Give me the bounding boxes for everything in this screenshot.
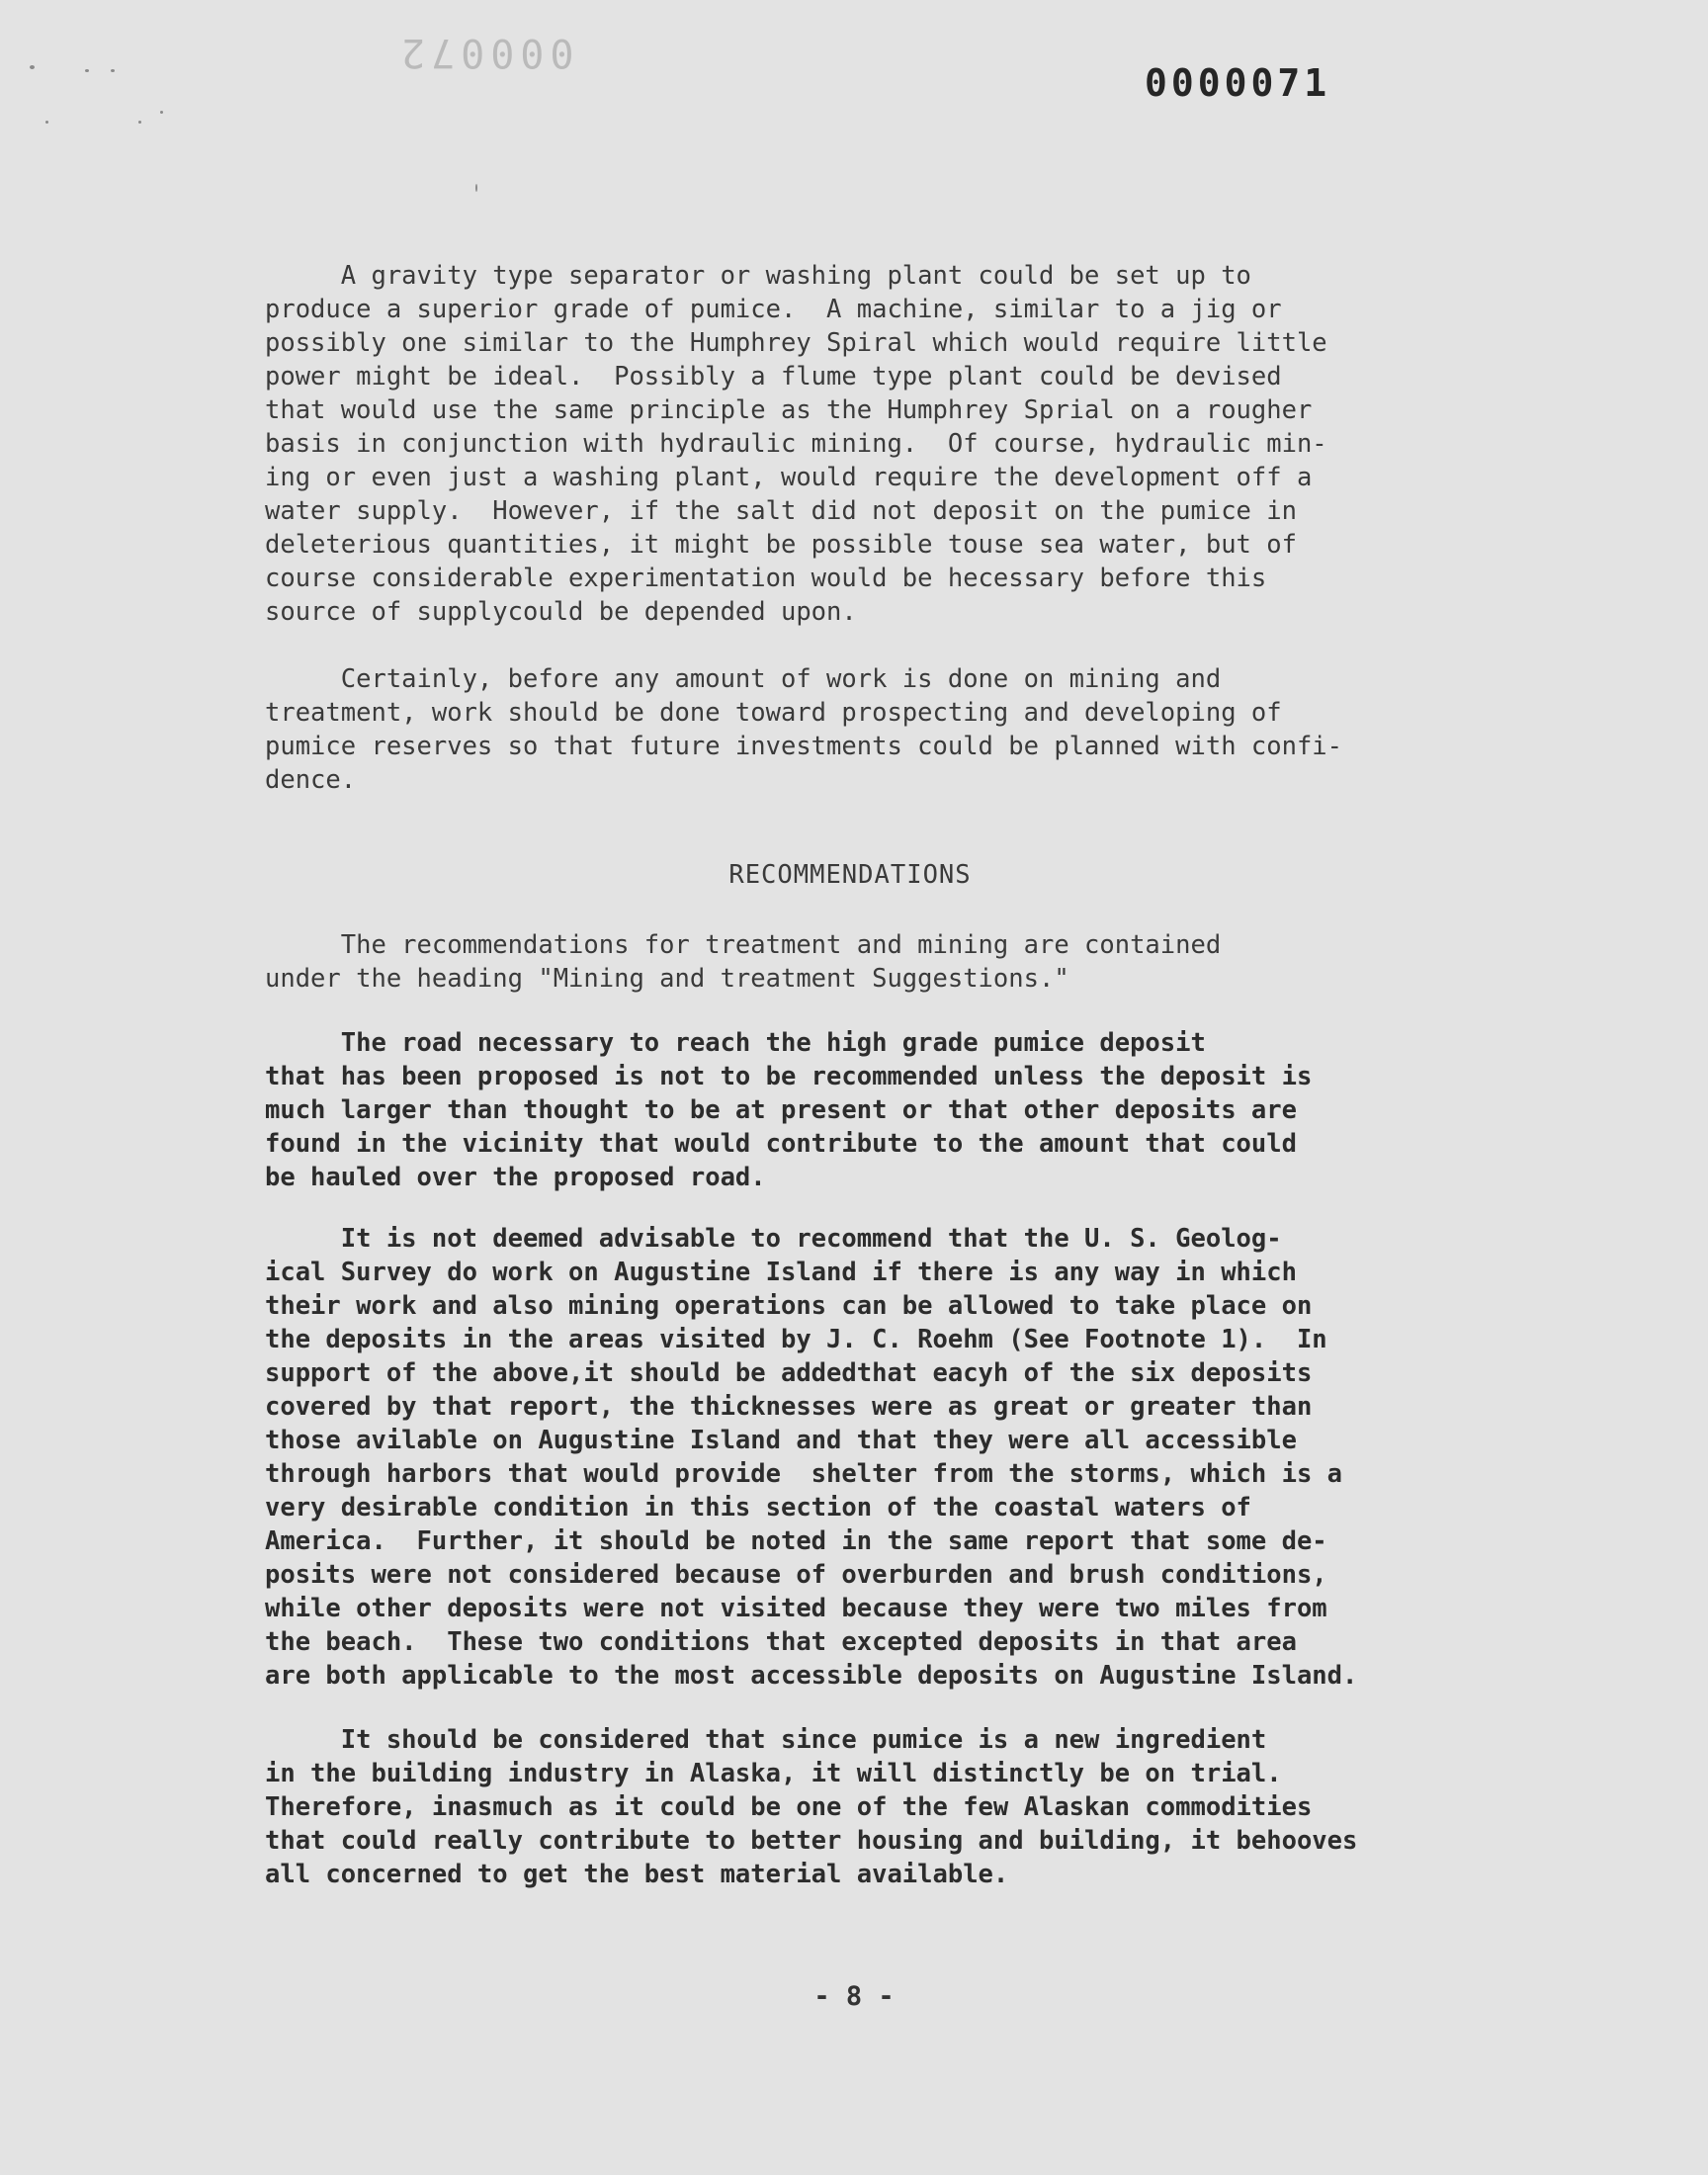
scan-speck [111, 69, 115, 72]
paragraph-gravity-separator: A gravity type separator or washing plant could be set up to produce a superior grade of pumice. A machine, similar to a jig or possibly one similar to the Humphrey Spiral which would require little power might be ideal. Possibly a flume type plant could be devised that would use the same principle as the Humphrey Sprial on a rougher basis in conjunction with hydraulic mining. Of course, hydraulic min- ing or even just a washing plant, would require the development off a water supply. However, if the salt did not deposit on the pumice in deleterious quantities, it might be possible touse sea water, but of course considerable experimentation would be hecessary before this source of supplycould be depended upon. [265, 261, 1327, 627]
section-heading-recommendations: RECOMMENDATIONS [728, 860, 972, 890]
scan-speck [138, 121, 141, 124]
paragraph-recommendations-intro: The recommendations for treatment and mining are contained under the heading "Mining and treatment Suggestions." [265, 930, 1222, 994]
scan-speck [475, 184, 477, 192]
page-number: - 8 - [813, 1981, 895, 2012]
faded-stamp-number: 000072 [395, 30, 574, 75]
scan-speck [160, 111, 163, 114]
scan-speck [30, 65, 35, 69]
scan-speck [85, 69, 89, 72]
scan-speck [45, 121, 48, 124]
paragraph-building-industry: It should be considered that since pumice is a new ingredient in the building industry in Alaska, it will distinctly be on trial. Therefore, inasmuch as it could be one of the few Alaskan commodities that could really contribute to better housing and building, it behooves all concerned to get the best material available. [265, 1725, 1358, 1889]
paragraph-geological-survey: It is not deemed advisable to recommend that the U. S. Geolog- ical Survey do work on Augustine Island if there is any way in which their work and also mining operations can be allowed to take place on the deposits in the areas visited by J. C. Roehm (See Footnote 1). In support of the above,it should be addedthat eacyh of the six deposits covered by that report, the thicknesses were as great or greater than those avilable on Augustine Island and that they were all accessible through harbors that would provide shelter from the storms, which is a very desirable condition in this section of the coastal waters of America. Further, it should be noted in the same report that some de- posits were not considered because of overburden and brush conditions, while other deposits were not visited because they were two miles from the beach. These two conditions that excepted deposits in that area are both applicable to the most accessible deposits on Augustine Island. [265, 1224, 1358, 1691]
document-number-stamp: 0000071 [1145, 61, 1331, 105]
paragraph-prospecting: Certainly, before any amount of work is done on mining and treatment, work should be done toward prospecting and developing of pumice reserves so that future investments could be planned with confi- dence. [265, 664, 1343, 795]
paragraph-road: The road necessary to reach the high grade pumice deposit that has been proposed is not to be recommended unless the deposit is much larger than thought to be at present or that other deposits are found in the vicinity that would contribute to the amount that could be hauled over the proposed road. [265, 1028, 1313, 1192]
